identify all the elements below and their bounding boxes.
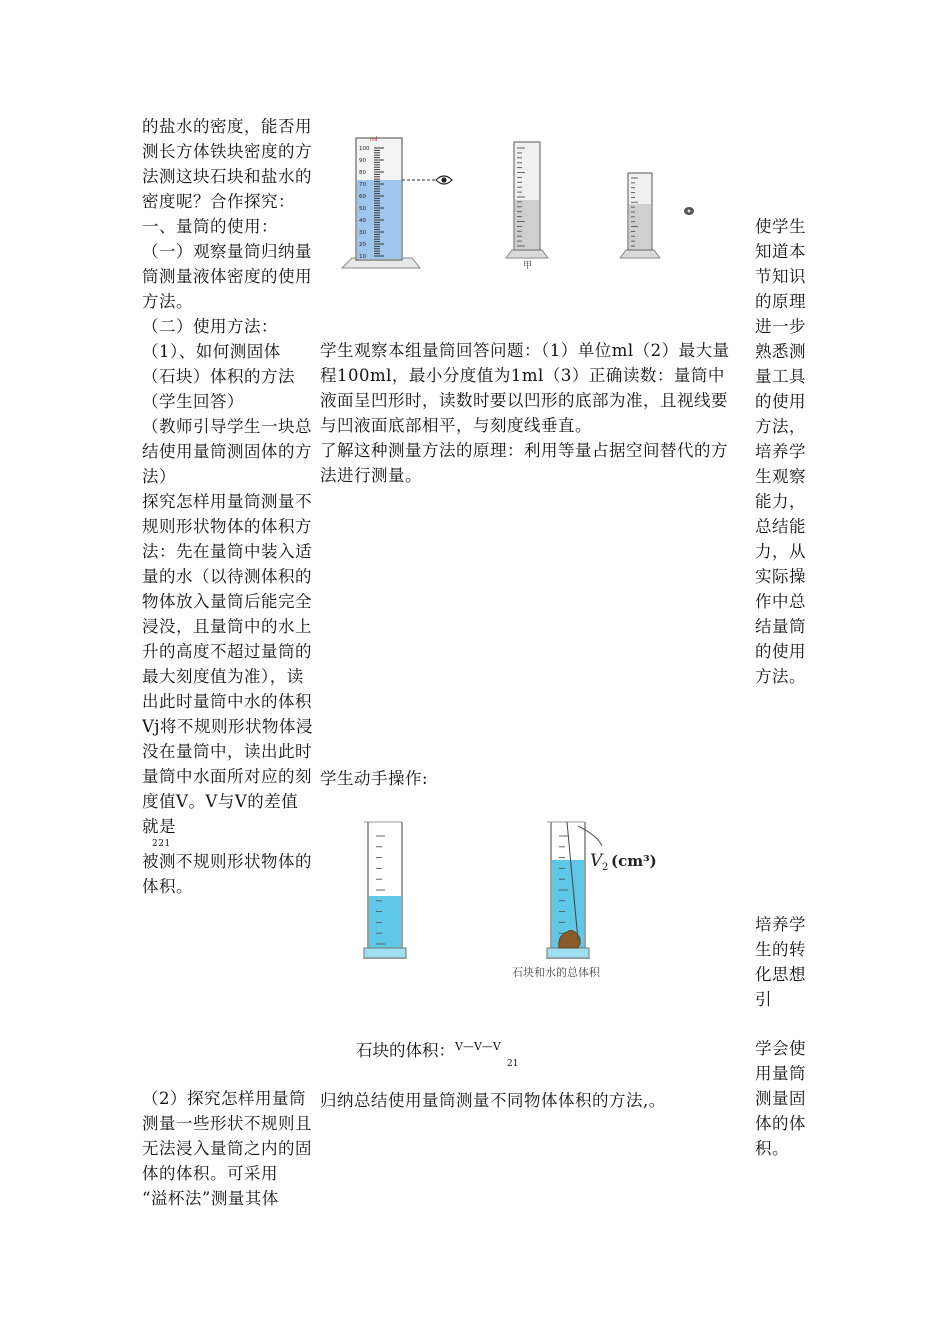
scale-tick-label: 20	[359, 242, 366, 248]
left-paragraph-teacher-guide: （教师引导学生一块总结使用量筒测固体的方法）	[142, 417, 312, 486]
scale-tick-label: 40	[359, 218, 366, 224]
left-paragraph-intro: 的盐水的密度，能否用测长方体铁块密度的方法测这块石块和盐水的密度呢？合作探究：	[142, 117, 312, 211]
left-paragraph-irregular-end: 被测不规则形状物体的体积。	[142, 852, 312, 896]
v2-label: V	[590, 851, 603, 871]
left-paragraph-overflow: （2）探究怎样用量筒测量一些形状不规则且无法浸入量筒之内的固体的体积。可采用	[142, 1089, 312, 1183]
unit-label: ml	[370, 136, 378, 143]
left-subscript-digits: 221	[152, 839, 171, 849]
left-paragraph-observe: （一）观察量筒归纳量筒测量液体密度的使用方法。	[142, 242, 312, 311]
left-heading-cylinder-use: 一、量筒的使用：	[142, 217, 278, 236]
scale-tick-label: 10	[359, 254, 366, 260]
scale-tick-label: 100	[359, 146, 370, 152]
cylinder-water-stone	[547, 822, 602, 958]
scale-tick-label: 50	[359, 206, 366, 212]
scale-tick-label: 90	[359, 158, 366, 164]
right-paragraph-learn: 学会使用量筒测量固体的体积。	[755, 1039, 806, 1158]
right-paragraph-transform: 培养学生的转化思想引	[755, 915, 806, 1009]
scale-tick-label: 70	[359, 182, 366, 188]
middle-paragraph-hands-on: 学生动手操作:	[320, 769, 429, 788]
stone-volume-subscript: 21	[507, 1059, 519, 1069]
scale-tick-label: 60	[359, 194, 366, 200]
v2-unit: (cm³)	[611, 852, 657, 870]
scale-tick-label: 80	[359, 170, 366, 176]
left-paragraph-overflow-cup: “溢杯法”测量其体	[142, 1189, 279, 1208]
left-heading-usage: （二）使用方法：	[142, 317, 278, 336]
bottom-figure-caption: 石块和水的总体积	[512, 966, 600, 979]
label-jia: 甲	[523, 261, 533, 271]
stone-volume-label: 石块的体积：	[356, 1041, 455, 1060]
cylinder-water-only	[364, 822, 406, 958]
middle-paragraph-principle: 了解这种测量方法的原理：利用等量占据空间替代的方法进行测量。	[320, 441, 728, 485]
scale-tick-label: 30	[359, 230, 366, 236]
left-paragraph-irregular: 探究怎样用量筒测量不规则形状物体的体积方法：先在量筒中装入适量的水（以待测体积的物体放入量筒后能完全浸没，且量筒中的水上升的高度不超过量筒的最大刻度值为准），读出此时量筒中水的体积Vj将不规则形状物体浸没在量筒中，读出此时量筒中水面所对应的刻度值V。V与V的差值就是	[142, 492, 314, 836]
v2-subscript: 2	[602, 862, 609, 873]
middle-paragraph-observe: 学生观察本组量筒回答问题：（1）单位ml（2）最大量程100ml，最小分度值为1ml（3）正确读数：量筒中液面呈凹形时，读数时要以凹形的底部为准，且视线要与凹液面底部相平，与刻度线垂直。	[320, 341, 730, 435]
left-paragraph-solid-volume: （1）、如何测固体（石块）体积的方法（学生回答）	[142, 342, 295, 411]
middle-paragraph-summary: 归纳总结使用量筒测量不同物体体积的方法,。	[320, 1091, 666, 1110]
right-paragraph-goals: 使学生知道本节知识的原理进一步熟悉测量工具的使用方法，培养学生观察能力，总结能力，从实际操作中总结量筒的使用方法。	[755, 217, 806, 686]
stone-volume-formula: V—V—V	[455, 1040, 501, 1053]
